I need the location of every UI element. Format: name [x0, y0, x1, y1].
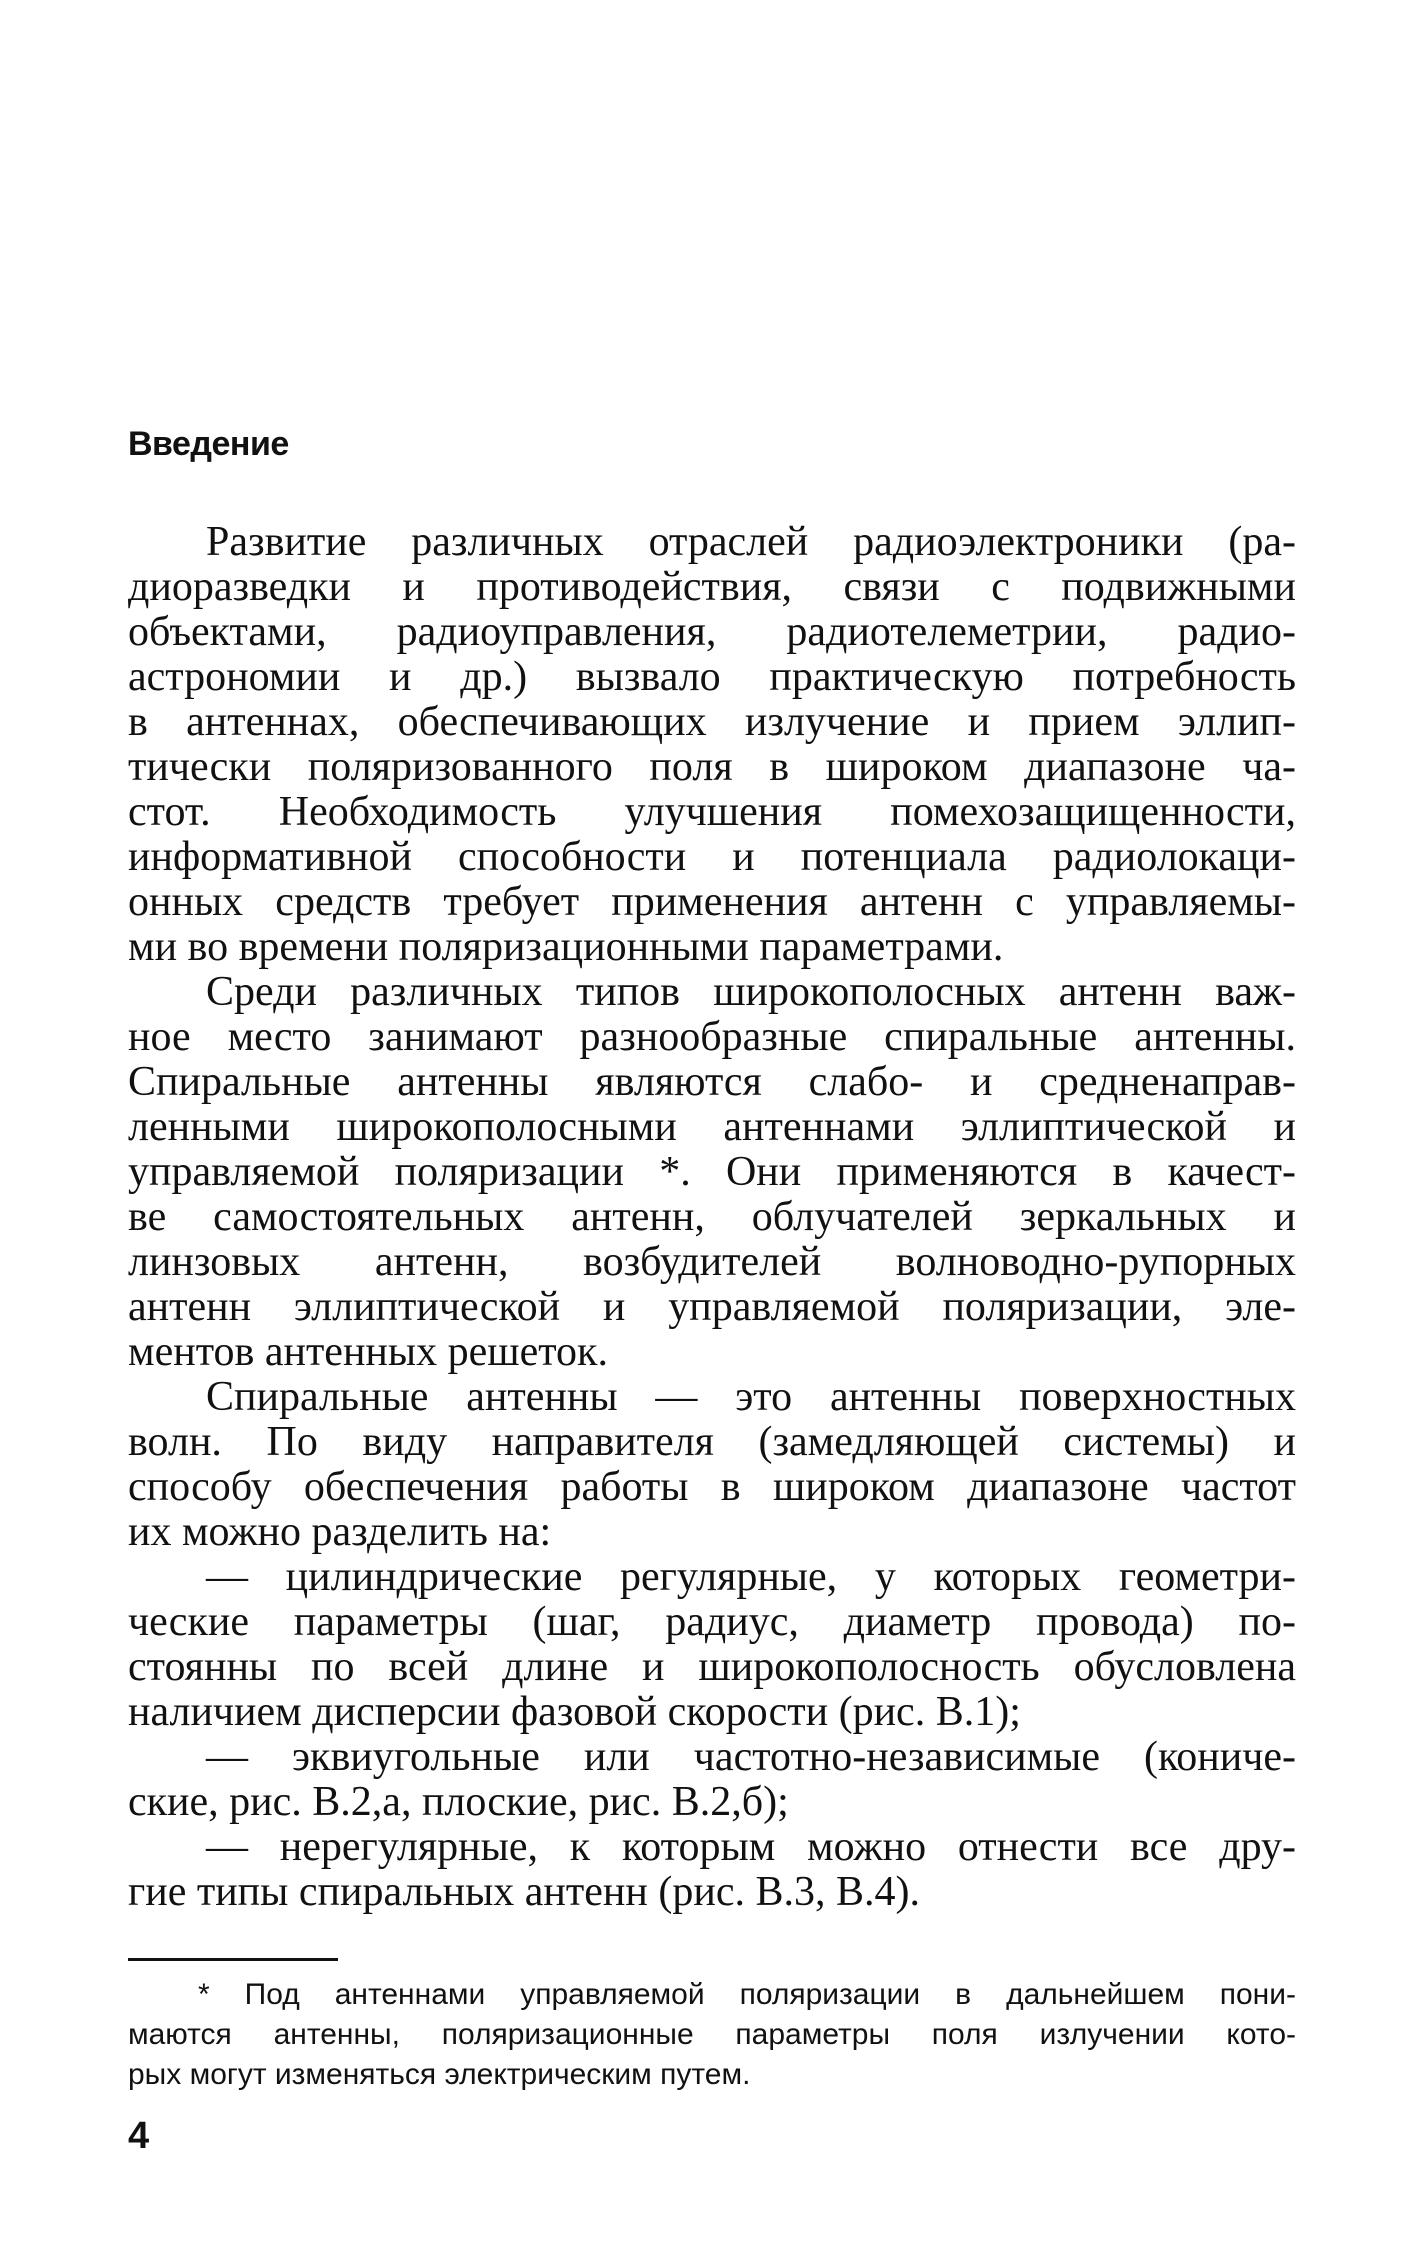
footnote-divider	[128, 1958, 338, 1961]
footnote-line: маются антенны, поляризационные параметры поля излучении кото-	[128, 2018, 1296, 2051]
section-heading: Введение	[128, 425, 289, 463]
text-line: астрономии и др.) вызвало практическую потребность	[128, 654, 1296, 700]
text-line: диоразведки и противодействия, связи с подвижными	[128, 564, 1296, 610]
footnote	[128, 1975, 1296, 2095]
list-item	[128, 1825, 1296, 1915]
text-line: ве самостоятельных антенн, облучателей зеркальных и	[128, 1194, 1296, 1240]
footnote-line: * Под антеннами управляемой поляризации в дальнейшем пони-	[198, 1978, 1296, 2011]
text-line: — эквиугольные или частотно-независимые (кониче-	[206, 1734, 1296, 1780]
text-line: управляемой поляризации *. Они применяются в качест-	[128, 1149, 1296, 1195]
text-line: в антеннах, обеспечивающих излучение и прием эллип-	[128, 699, 1296, 745]
text-line: стот. Необходимость улучшения помехозащищенности,	[128, 789, 1296, 835]
text-line: их можно разделить на:	[128, 1509, 552, 1555]
text-line: ленными широкополосными антеннами эллиптической и	[128, 1104, 1296, 1150]
text-line: онных средств требует применения антенн с управляемы-	[128, 879, 1296, 925]
text-line: ментов антенных решеток.	[128, 1329, 608, 1375]
text-line: Среди различных типов широкополосных антенн важ-	[206, 969, 1296, 1015]
text-line: наличием дисперсии фазовой скорости (рис. В.1);	[128, 1689, 1021, 1735]
text-line: линзовых антенн, возбудителей волноводно-рупорных	[128, 1239, 1296, 1285]
body-text	[128, 520, 1296, 1915]
text-line: Спиральные антенны являются слабо- и средненаправ-	[128, 1059, 1296, 1105]
text-line: объектами, радиоуправления, радиотелеметрии, радио-	[128, 609, 1296, 655]
paragraph-3	[128, 1375, 1296, 1555]
text-line: Развитие различных отраслей радиоэлектроники (ра-	[206, 519, 1296, 565]
text-line: ми во времени поляризационными параметрами.	[128, 924, 1004, 970]
text-line: тически поляризованного поля в широком диапазоне ча-	[128, 744, 1296, 790]
text-line: стоянны по всей длине и широкополосность обусловлена	[128, 1644, 1296, 1690]
text-line: Спиральные антенны — это антенны поверхностных	[206, 1374, 1296, 1420]
text-line: волн. По виду направителя (замедляющей системы) и	[128, 1419, 1296, 1465]
footnote-line: рых могут изменяться электрическим путем.	[128, 2058, 751, 2091]
text-line: способу обеспечения работы в широком диапазоне частот	[128, 1464, 1296, 1510]
paragraph-2	[128, 970, 1296, 1375]
text-line: антенн эллиптической и управляемой поляризации, эле-	[128, 1284, 1296, 1330]
text-line: гие типы спиральных антенн (рис. В.3, В.4).	[128, 1869, 920, 1915]
paragraph-1	[128, 520, 1296, 970]
text-line: — нерегулярные, к которым можно отнести все дру-	[206, 1824, 1296, 1870]
text-line: ческие параметры (шаг, радиус, диаметр провода) по-	[128, 1599, 1296, 1645]
list-item	[128, 1555, 1296, 1735]
page-number: 4	[128, 2115, 150, 2157]
text-line: информативной способности и потенциала радиолокаци-	[128, 834, 1296, 880]
text-line: — цилиндрические регулярные, у которых геометри-	[206, 1554, 1296, 1600]
list-item	[128, 1735, 1296, 1825]
text-line: ное место занимают разнообразные спиральные антенны.	[128, 1014, 1296, 1060]
text-line: ские, рис. В.2,а, плоские, рис. В.2,б);	[128, 1779, 789, 1825]
